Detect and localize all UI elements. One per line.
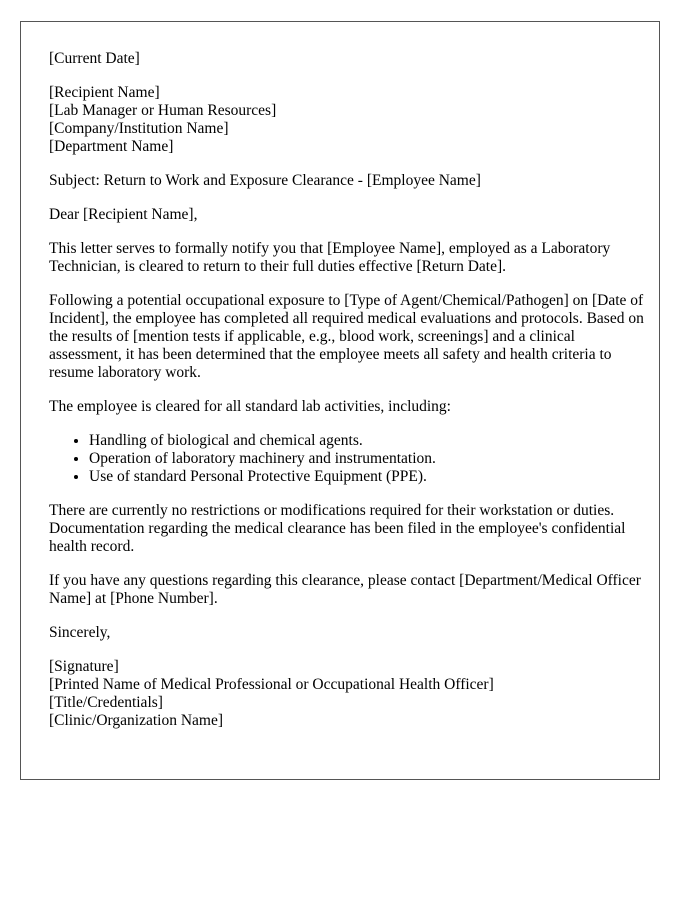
list-item: • Handling of biological and chemical agents. — [89, 432, 649, 450]
paragraph-restrictions: There are currently no restrictions or modifications required for their workstation or duties. Documentation regarding the medical clearance has been filed in the employee's confidential health record. — [49, 502, 626, 555]
list-item: • Operation of laboratory machinery and instrumentation. — [89, 450, 649, 468]
title-credentials: [Title/Credentials] — [49, 694, 163, 711]
recipient-name: [Recipient Name] — [49, 84, 160, 101]
list-item: • Use of standard Personal Protective Equipment (PPE). — [89, 468, 649, 486]
paragraph-contact: If you have any questions regarding this clearance, please contact [Department/Medical Officer Name] at [Phone Number]. — [49, 572, 641, 607]
recipient-role: [Lab Manager or Human Resources] — [49, 102, 277, 119]
signature-line: [Signature] — [49, 658, 119, 675]
letter-closing: Sincerely, — [49, 624, 111, 641]
letter-salutation: Dear [Recipient Name], — [49, 206, 198, 223]
recipient-company: [Company/Institution Name] — [49, 120, 229, 137]
signature-block — [49, 658, 649, 730]
printed-name: [Printed Name of Medical Professional or Occupational Health Officer] — [49, 676, 494, 693]
recipient-department: [Department Name] — [49, 138, 174, 155]
recipient-block — [49, 84, 649, 156]
letter-subject: Subject: Return to Work and Exposure Clearance - [Employee Name] — [49, 172, 481, 189]
letter-page — [20, 21, 660, 780]
paragraph-activities-intro: The employee is cleared for all standard lab activities, including: — [49, 398, 451, 415]
letter-date: [Current Date] — [49, 50, 140, 67]
letter-body — [49, 50, 649, 746]
organization-name: [Clinic/Organization Name] — [49, 712, 224, 729]
paragraph-exposure-details: Following a potential occupational exposure to [Type of Agent/Chemical/Pathogen] on [Date of Incident], the employee has completed all required medical evaluations and protocols. Based on the results of [mention tests if applicable, e.g., blood work, screenings] and a clinical assessment, it has been determined that the employee meets all safety and health criteria to resume laboratory work. — [49, 292, 644, 381]
paragraph-clearance-notice: This letter serves to formally notify you that [Employee Name], employed as a Laboratory Technician, is cleared to return to their full duties effective [Return Date]. — [49, 240, 611, 275]
activities-list — [49, 432, 649, 486]
